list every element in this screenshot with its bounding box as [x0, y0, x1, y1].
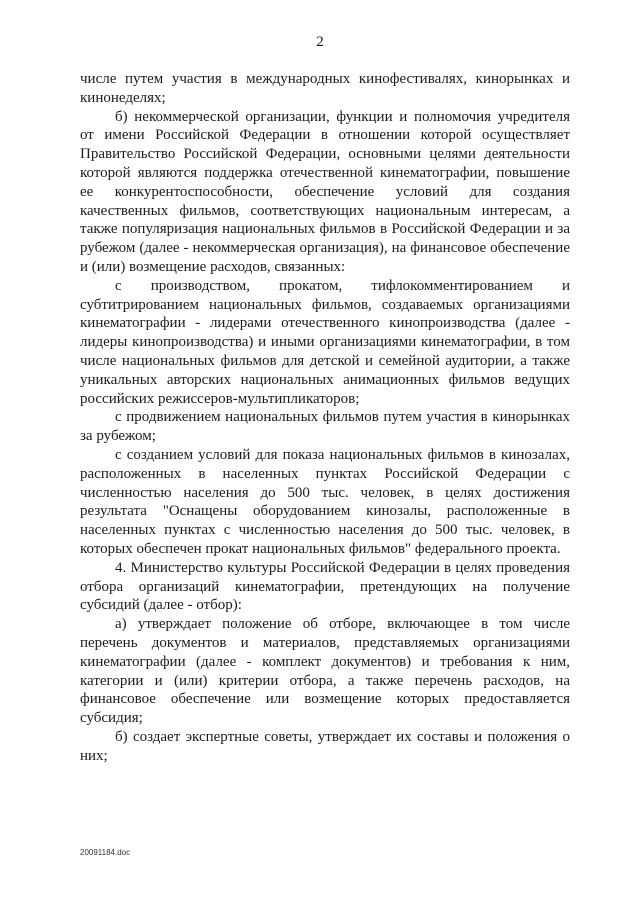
page-number: 2 — [316, 34, 324, 50]
paragraph-promotion-expenses: с продвижением национальных фильмов путем участия в кинорынках за рубежом; — [80, 409, 570, 445]
paragraph-item-b-councils: б) создает экспертные советы, утверждает их составы и положения о них; — [80, 728, 570, 764]
paragraph-item-b: б) некоммерческой организации, функции и полномочия учредителя от имени Российской Федерации в отношении которой осуществляет Правительство Российской Федерации, основными целями деятельности которой являются поддержка отечественной кинематографии, повышение ее конкурентоспособности, обеспечение условий для создания качественных фильмов, соответствующих национальным интересам, а также популяризация национальных фильмов в Российской Федерации и за рубежом (далее - некоммерческая организация), на финансовое обеспечение и (или) возмещение расходов, связанных: — [80, 108, 570, 275]
paragraph-cinema-conditions: с созданием условий для показа национальных фильмов в кинозалах, расположенных в населенных пунктах Российской Федерации с численностью населения до 500 тыс. человек, в целях достижения результата "Оснащены оборудованием кинозалы, расположенные в населенных пунктах с численностью населения до 500 тыс. человек, в которых обеспечен прокат национальных фильмов" федерального проекта. — [80, 446, 570, 557]
paragraph-production-expenses: с производством, прокатом, тифлокомментированием и субтитрированием национальных фильмов, создаваемых организациями кинематографии - лидерами отечественного кинопроизводства (далее - лидеры кинопроизводства) и иными организациями кинематографии, в том числе национальных фильмов для детской и семейной аудитории, а также уникальных авторских национальных анимационных фильмов ведущих российских режиссеров-мультипликаторов; — [80, 277, 570, 407]
paragraph-item-a: а) утверждает положение об отборе, включающее в том числе перечень документов и материалов, представляемых организациями кинематографии (далее - комплект документов) и требования к ним, категории и (или) критерии отбора, а также перечень расходов, на финансовое обеспечение или возмещение которых предоставляется субсидия; — [80, 616, 570, 727]
paragraph-section-4: 4. Министерство культуры Российской Федерации в целях проведения отбора организаций кинематографии, претендующих на получение субсидий (далее - отбор): — [80, 559, 570, 614]
footer-doc-code: 20091184.doc — [80, 848, 131, 857]
document-body — [80, 70, 570, 765]
paragraph-continuation: числе путем участия в международных кинофестивалях, кинорынках и кинонеделях; — [80, 71, 570, 106]
